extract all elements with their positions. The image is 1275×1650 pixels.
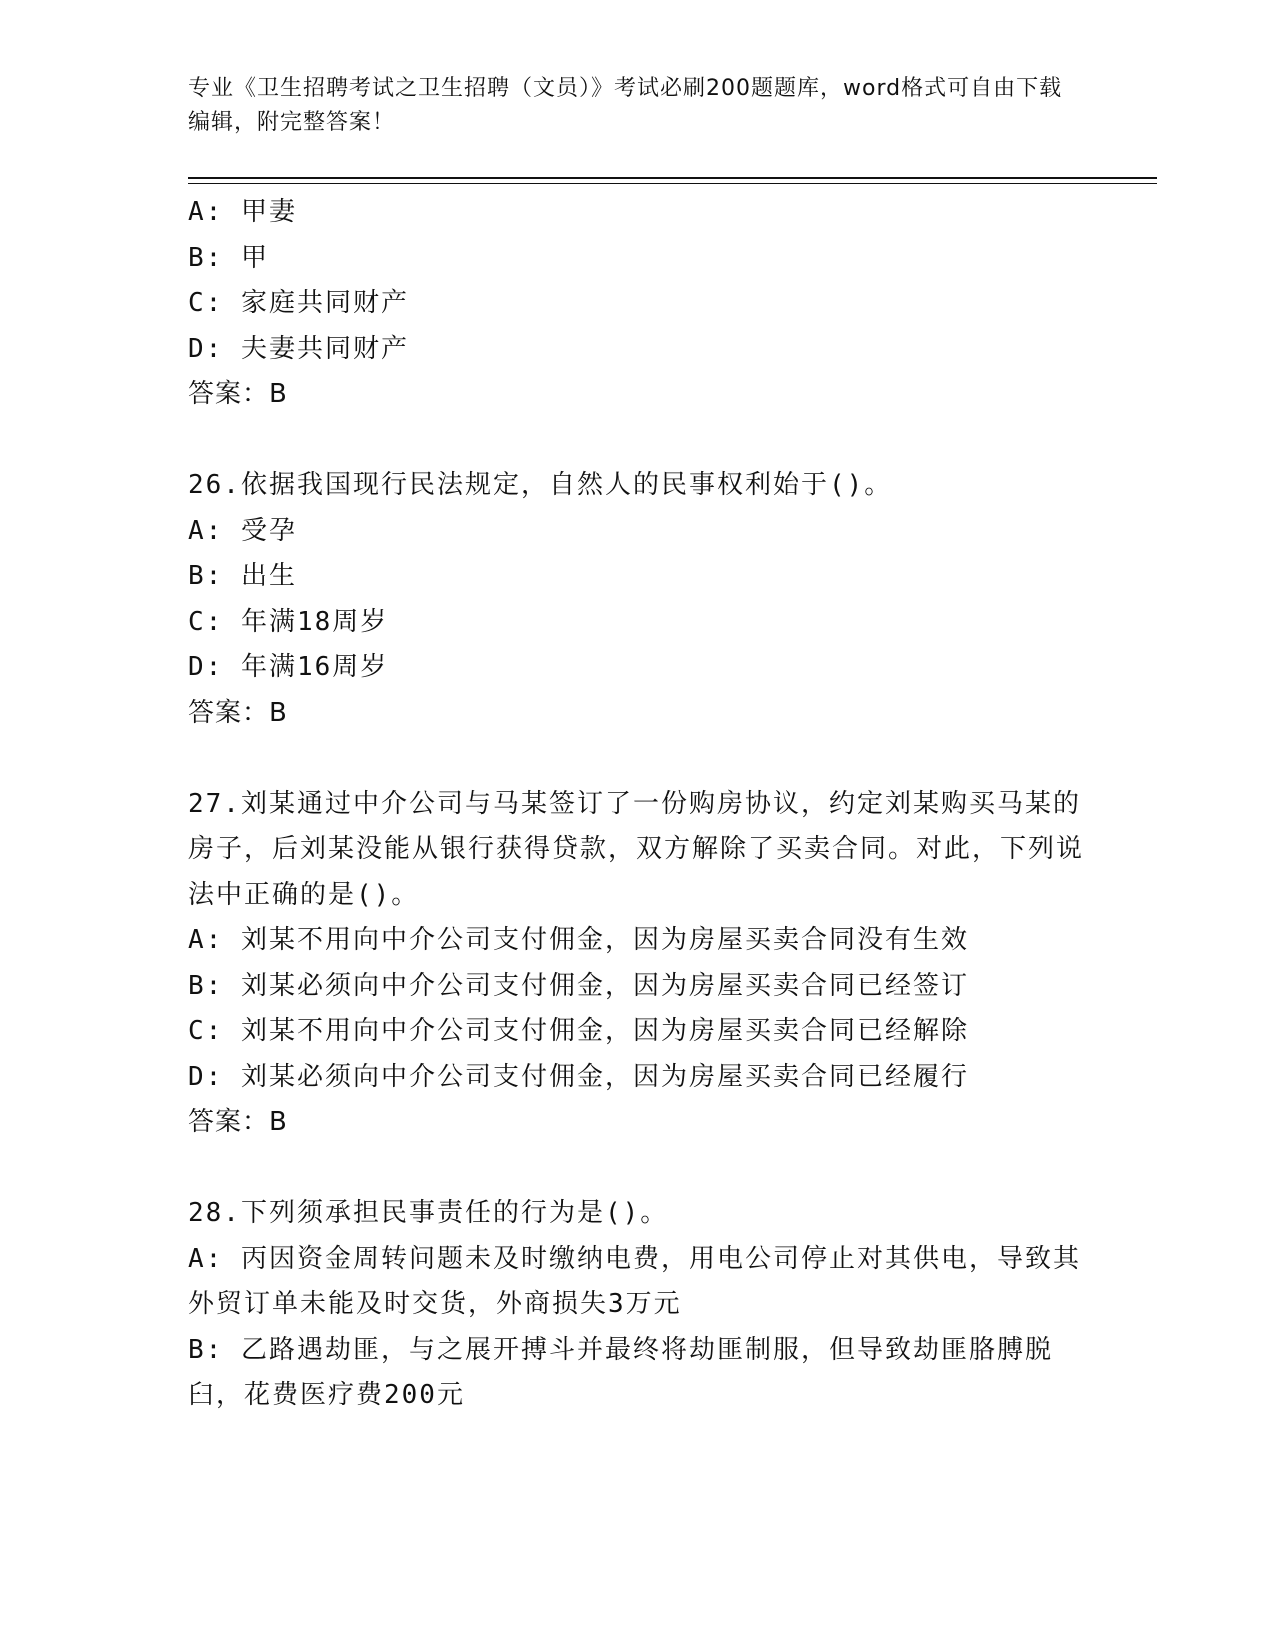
option-b: B: 乙路遇劫匪，与之展开搏斗并最终将劫匪制服，但导致劫匪胳膊脱臼，花费医疗费200元 [188,1334,1053,1410]
document-header: 专业《卫生招聘考试之卫生招聘（文员）》考试必刷200题题库，word格式可自由下载编辑，附完整答案！ [188,76,1063,135]
spacer [188,1146,1088,1192]
option-a: A: 受孕 [188,515,297,546]
option-d: D: 夫妻共同财产 [188,333,409,364]
option-a: A: 刘某不用向中介公司支付佣金，因为房屋买卖合同没有生效 [188,925,969,955]
header-rule-thick [188,177,1157,179]
header-rule-thin [188,183,1157,184]
answer-line: 答案：B [188,1107,288,1137]
option-b: B: 甲 [188,242,269,273]
question-25-block [188,190,1088,418]
option-c: C: 家庭共同财产 [188,288,409,318]
question-text: 28.下列须承担民事责任的行为是()。 [188,1198,669,1228]
option-d: D: 刘某必须向中介公司支付佣金，因为房屋买卖合同已经履行 [188,1061,969,1092]
option-b: B: 出生 [188,561,297,591]
question-26-block [188,463,1088,736]
option-c: C: 年满18周岁 [188,606,389,637]
option-c: C: 刘某不用向中介公司支付佣金，因为房屋买卖合同已经解除 [188,1016,969,1046]
question-text: 27.刘某通过中介公司与马某签订了一份购房协议，约定刘某购买马某的房子，后刘某没能从银行获得贷款，双方解除了买卖合同。对此，下列说法中正确的是()。 [188,788,1085,910]
document-body [188,190,1088,1419]
question-28-block [188,1191,1088,1419]
answer-line: 答案：B [188,697,288,728]
spacer [188,418,1088,464]
option-d: D: 年满16周岁 [188,652,389,682]
spacer [188,736,1088,782]
question-27-block [188,782,1088,1146]
option-b: B: 刘某必须向中介公司支付佣金，因为房屋买卖合同已经签订 [188,970,969,1001]
option-a: A: 甲妻 [188,197,297,227]
option-a: A: 丙因资金周转问题未及时缴纳电费，用电公司停止对其供电，导致其外贸订单未能及时交货，外商损失3万元 [188,1243,1081,1319]
question-text: 26.依据我国现行民法规定，自然人的民事权利始于()。 [188,470,893,500]
answer-line: 答案：B [188,379,288,409]
